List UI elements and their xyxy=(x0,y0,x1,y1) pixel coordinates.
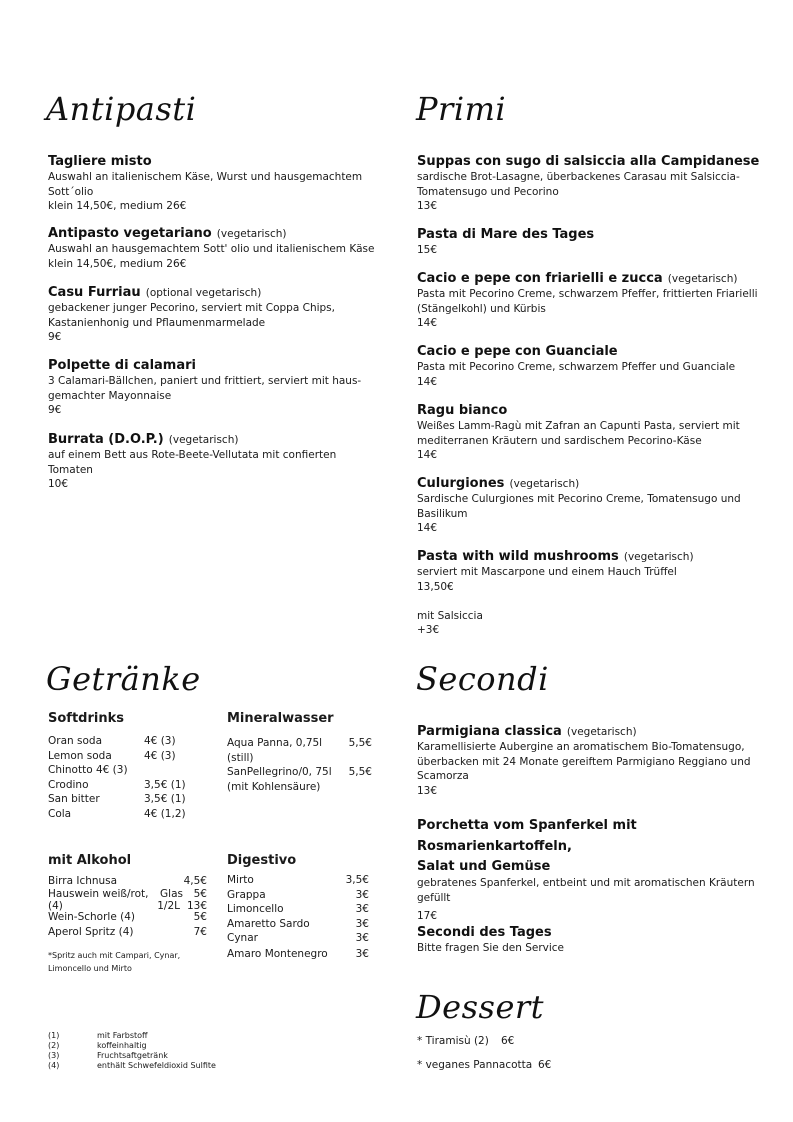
item-name: Porchetta vom Spanferkel mit Rosmarienkartoffeln, xyxy=(417,818,637,854)
menu-item xyxy=(417,720,777,798)
drink-name: Cola xyxy=(48,808,72,820)
item-desc: Sott´olio xyxy=(48,185,94,198)
softdrinks-heading: Softdrinks xyxy=(48,711,124,726)
item-name: Antipasto vegetariano xyxy=(48,226,212,241)
item-name: Ragu bianco xyxy=(417,403,508,418)
drink-name: Limoncello xyxy=(227,903,284,916)
item-desc: mit Salsiccia xyxy=(417,609,483,622)
item-note: (optional vegetarisch) xyxy=(145,287,262,299)
menu-item xyxy=(417,472,767,536)
allergen-legend xyxy=(48,1030,268,1070)
item-name: Parmigiana classica xyxy=(417,724,562,739)
drink-price: 3€ xyxy=(355,903,369,916)
item-desc: gebackener junger Pecorino, serviert mit Coppa Chips, xyxy=(48,302,335,314)
item-desc: Auswahl an italienischem Käse, Wurst und hausgemachtem xyxy=(48,171,363,183)
item-note: (vegetarisch) xyxy=(168,434,239,446)
drink-price: 5,5€ xyxy=(348,766,372,779)
legend-num: (1) xyxy=(48,1031,60,1040)
item-desc: auf einem Bett aus Rote-Beete-Vellutata mit confierten xyxy=(48,449,337,461)
item-desc: Auswahl an hausgemachtem Sott' olio und italienischem Käse xyxy=(48,243,375,255)
drink-price: 5€ xyxy=(193,887,207,900)
spritz-footnote xyxy=(48,950,180,974)
alkohol-heading: mit Alkohol xyxy=(48,853,132,868)
legend-text: Fruchtsaftgetränk xyxy=(97,1051,168,1060)
item-desc: überbacken mit 24 Monate gereiftem Parmigiano Reggiano und xyxy=(417,755,751,768)
mineralwasser-heading: Mineralwasser xyxy=(227,711,334,726)
primi-title: Primi xyxy=(416,90,507,128)
item-desc: Tomaten xyxy=(48,463,93,476)
drink-name: Chinotto 4€ (3) xyxy=(48,764,128,777)
antipasti-title: Antipasti xyxy=(46,90,197,128)
item-desc: Pasta mit Pecorino Creme, schwarzem Pfeffer, frittierten Friarielli xyxy=(417,288,758,300)
item-price: 14€ xyxy=(417,375,438,388)
dessert-price: 6€ xyxy=(501,1035,515,1047)
menu-item xyxy=(417,150,767,214)
item-desc: Pasta mit Pecorino Creme, schwarzem Pfeffer und Guanciale xyxy=(417,361,736,373)
drink-price: 4,5€ xyxy=(183,875,207,887)
footnote-line: Limoncello und Mirto xyxy=(48,964,132,973)
item-price: 9€ xyxy=(48,404,62,417)
item-desc: serviert mit Mascarpone und einem Hauch Trüffel xyxy=(417,566,677,578)
legend-text: mit Farbstoff xyxy=(97,1031,148,1040)
legend-num: (4) xyxy=(48,1061,60,1070)
item-name: Cacio e pepe con friarielli e zucca xyxy=(417,271,663,286)
drink-name: (still) xyxy=(227,751,254,764)
drink-name: Hauswein weiß/rot, xyxy=(48,887,149,900)
drink-name: (mit Kohlensäure) xyxy=(227,780,321,793)
item-desc: gebratenes Spanferkel, entbeint und mit aromatischen Kräutern xyxy=(417,877,755,889)
drink-name: (4) xyxy=(48,900,63,913)
drink-price: 4€ (1,2) xyxy=(144,808,186,820)
item-desc: 3 Calamari-Bällchen, paniert und frittiert, serviert mit haus- xyxy=(48,375,362,387)
footnote-line: *Spritz auch mit Campari, Cynar, xyxy=(48,951,181,960)
getraenke-title: Getränke xyxy=(46,660,201,698)
item-price: 10€ xyxy=(48,478,69,491)
drink-name: Birra Ichnusa xyxy=(48,875,118,887)
item-name: Burrata (D.O.P.) xyxy=(48,432,164,447)
drink-price: 7€ xyxy=(193,925,207,938)
digestivo-heading: Digestivo xyxy=(227,853,297,868)
menu-item xyxy=(48,428,378,492)
item-name: Polpette di calamari xyxy=(48,358,196,373)
drink-name: San bitter xyxy=(48,793,100,806)
dessert-title: Dessert xyxy=(416,988,545,1026)
drink-name: Aqua Panna, 0,75l xyxy=(227,737,323,749)
drink-price: 4€ (3) xyxy=(144,749,176,762)
item-price: 13,50€ xyxy=(417,580,454,593)
menu-item xyxy=(417,223,767,258)
menu-item xyxy=(417,921,777,956)
item-note: (vegetarisch) xyxy=(216,228,287,240)
item-name: Culurgiones xyxy=(417,476,505,491)
item-name-line2: Salat und Gemüse xyxy=(417,859,551,874)
menu-item xyxy=(48,281,378,345)
item-note: (vegetarisch) xyxy=(623,551,694,563)
item-name: Tagliere misto xyxy=(48,154,152,169)
item-price: 14€ xyxy=(417,522,438,535)
item-price: 13€ xyxy=(417,784,438,797)
drink-name: Aperol Spritz (4) xyxy=(48,925,134,938)
menu-item xyxy=(417,545,767,638)
drink-price: 3€ xyxy=(355,917,369,930)
drink-name: Amaro Montenegro xyxy=(227,948,328,960)
drink-price: 3€ xyxy=(355,932,369,945)
secondi-title: Secondi xyxy=(416,660,549,698)
menu-item xyxy=(48,150,378,214)
item-desc: Sardische Culurgiones mit Pecorino Creme, Tomatensugo und xyxy=(417,493,741,505)
legend-text: koffeinhaltig xyxy=(97,1041,147,1050)
item-price: klein 14,50€, medium 26€ xyxy=(48,257,187,270)
menu-item xyxy=(417,399,767,463)
legend-text: enthält Schwefeldioxid Sulfite xyxy=(97,1061,216,1070)
item-name: Pasta with wild mushrooms xyxy=(417,549,619,564)
dessert-name: * Tiramisù (2) xyxy=(417,1035,489,1047)
item-desc: Tomatensugo und Pecorino xyxy=(417,185,559,198)
drink-name: Amaretto Sardo xyxy=(227,917,310,930)
legend-num: (3) xyxy=(48,1051,60,1060)
item-desc: mediterranen Kräutern und sardischem Pecorino-Käse xyxy=(417,434,702,447)
item-price: 13€ xyxy=(417,200,438,213)
item-desc: sardische Brot-Lasagne, überbackenes Carasau mit Salsiccia- xyxy=(417,171,740,183)
drink-name: Cynar xyxy=(227,932,258,945)
drink-price: 3€ xyxy=(355,948,369,960)
drink-name: Lemon soda xyxy=(48,749,112,762)
item-note: (vegetarisch) xyxy=(667,273,738,285)
drink-price: 3,5€ (1) xyxy=(144,778,186,791)
item-price: 9€ xyxy=(48,331,62,344)
drink-name: Mirto xyxy=(227,874,254,886)
item-desc: (Stängelkohl) und Kürbis xyxy=(417,302,546,315)
item-price: 14€ xyxy=(417,317,438,330)
item-desc: Karamellisierte Aubergine an aromatischem Bio-Tomatensugo, xyxy=(417,741,745,753)
item-name: Casu Furriau xyxy=(48,285,141,300)
item-desc: gefüllt xyxy=(417,891,451,904)
item-name: Secondi des Tages xyxy=(417,925,552,940)
item-name: Cacio e pepe con Guanciale xyxy=(417,344,618,359)
drink-price: 5€ xyxy=(193,911,207,923)
item-price: klein 14,50€, medium 26€ xyxy=(48,200,187,213)
item-desc: Scamorza xyxy=(417,770,469,783)
item-desc: gemachter Mayonnaise xyxy=(48,389,172,402)
item-price: 14€ xyxy=(417,449,438,462)
drink-price: 4€ (3) xyxy=(144,735,176,747)
dessert-price: 6€ xyxy=(538,1059,552,1071)
item-desc: Weißes Lamm-Ragù mit Zafran an Capunti Pasta, serviert mit xyxy=(417,420,740,432)
drink-price: 13€ xyxy=(186,900,207,913)
drink-price: 5,5€ xyxy=(348,737,372,749)
drink-name: Oran soda xyxy=(48,735,103,747)
item-name: Suppas con sugo di salsiccia alla Campidanese xyxy=(417,154,760,169)
menu-item xyxy=(417,815,777,924)
item-desc: Kastanienhonig und Pflaumenmarmelade xyxy=(48,316,266,329)
item-name: Pasta di Mare des Tages xyxy=(417,227,595,242)
drink-size: 1/2L xyxy=(157,900,180,913)
item-price: 17€ xyxy=(417,910,438,923)
drink-price: 3€ xyxy=(355,888,369,901)
menu-item xyxy=(417,340,767,389)
item-price: 15€ xyxy=(417,244,438,256)
drink-price: 3,5€ (1) xyxy=(144,793,186,806)
drink-size: Glas xyxy=(160,887,183,900)
legend-num: (2) xyxy=(48,1041,60,1050)
item-desc: Basilikum xyxy=(417,507,468,520)
item-price: +3€ xyxy=(417,624,440,637)
drink-name: Crodino xyxy=(48,778,89,791)
item-note: (vegetarisch) xyxy=(566,726,637,738)
menu-item xyxy=(48,222,378,271)
item-desc: Bitte fragen Sie den Service xyxy=(417,942,565,954)
item-note: (vegetarisch) xyxy=(509,478,580,490)
drink-name: Wein-Schorle (4) xyxy=(48,911,136,923)
drink-name: Grappa xyxy=(227,888,266,901)
spacer xyxy=(417,594,767,609)
menu-item xyxy=(48,354,378,418)
drink-name: SanPellegrino/0, 75l xyxy=(227,766,332,779)
dessert-name: * veganes Pannacotta xyxy=(417,1059,533,1071)
menu-item xyxy=(417,267,777,331)
drink-price: 3,5€ xyxy=(345,874,369,886)
